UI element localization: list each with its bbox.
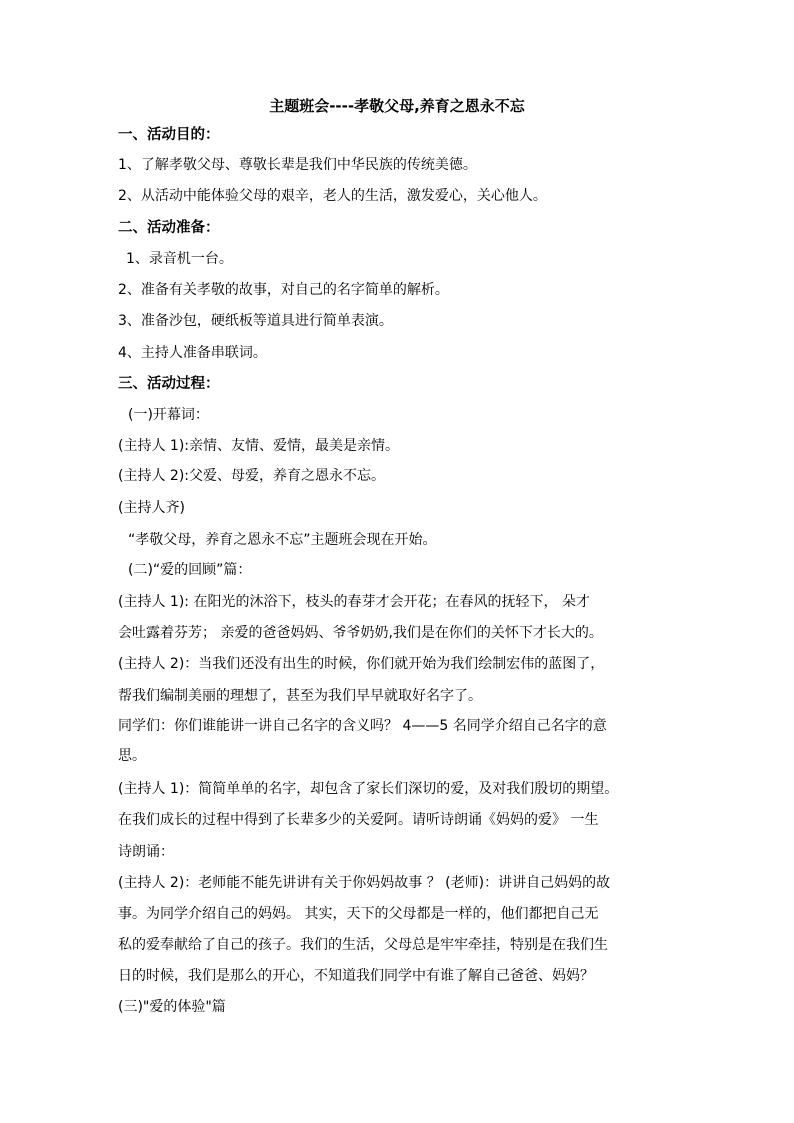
subheading-love-review: (二)“爱的回顾”篇：	[128, 562, 252, 578]
host2-teacher-line-4: 日的时候，我们是那么的开心，不知道我们同学中有谁了解自己爸爸、妈妈？	[118, 968, 594, 984]
review-host1-line-1: (主持人 1): 在阳光的沐浴下，枝头的春芽才会开花；在春风的抚轻下， 朵才	[118, 594, 590, 610]
section-heading-goals: 一、活动目的：	[118, 127, 220, 143]
prep-item-2: 2、准备有关孝敬的故事，对自己的名字简单的解析。	[118, 282, 449, 298]
subheading-love-experience: (三)"爱的体验"篇	[118, 999, 226, 1015]
section-heading-process: 三、活动过程：	[118, 376, 220, 392]
opening-statement: “孝敬父母，养育之恩永不忘”主题班会现在开始。	[128, 532, 437, 548]
goal-item-2: 2、从活动中能体验父母的艰辛，老人的生活，激发爱心，关心他人。	[118, 188, 547, 204]
host2-teacher-line-2: 事。为同学介绍自己的妈妈。 其实，天下的父母都是一样的，他们都把自己无	[118, 906, 599, 922]
document-title: 主题班会----孝敬父母,养育之恩永不忘	[269, 97, 525, 115]
prep-item-1: 1、录音机一台。	[126, 251, 233, 267]
host1-names-line-3: 诗朗诵：	[118, 844, 174, 860]
host2-teacher-line-1: (主持人 2)：老师能不能先讲讲有关于你妈妈故事 ？ (老师)：讲讲自己妈妈的故	[118, 875, 611, 891]
prep-item-3: 3、准备沙包，硬纸板等道具进行简单表演。	[118, 313, 393, 329]
host2-teacher-line-3: 私的爱奉献给了自己的孩子。我们的生活，父母总是牢牢牵挂，特别是在我们生	[118, 937, 608, 953]
review-host2-line-2: 帮我们编制美丽的理想了，甚至为我们早早就取好名字了。	[118, 688, 482, 704]
prep-item-4: 4、主持人准备串联词。	[118, 345, 267, 361]
students-question-line-2: 思。	[118, 748, 146, 764]
host1-opening-line: (主持人 1):亲情、友情、爱情，最美是亲情。	[118, 438, 399, 454]
goal-item-1: 1、了解孝敬父母、尊敬长辈是我们中华民族的传统美德。	[118, 157, 477, 173]
section-heading-preparation: 二、活动准备：	[118, 220, 220, 236]
review-host2-line-1: (主持人 2)：当我们还没有出生的时候，你们就开始为我们绘制宏伟的蓝图了，	[118, 656, 605, 672]
students-question-line-1: 同学们：你们谁能讲一讲自己名字的含义吗？ 4——5 名同学介绍自己名字的意	[118, 718, 607, 734]
review-host1-line-2: 会吐露着芬芳； 亲爱的爸爸妈妈、爷爷奶奶,我们是在你们的关怀下才长大的。	[118, 625, 603, 641]
hosts-together-line: (主持人齐)	[118, 500, 185, 516]
host2-opening-line: (主持人 2):父爱、母爱，养育之恩永不忘。	[118, 468, 385, 484]
host1-names-line-2: 在我们成长的过程中得到了长辈多少的关爱阿。请听诗朗诵《妈妈的爱》 一生	[118, 812, 599, 828]
host1-names-line-1: (主持人 1)：简简单单的名字，却包含了家长们深切的爱，及对我们殷切的期望。	[118, 781, 619, 797]
subheading-opening: (一)开幕词：	[128, 407, 209, 423]
